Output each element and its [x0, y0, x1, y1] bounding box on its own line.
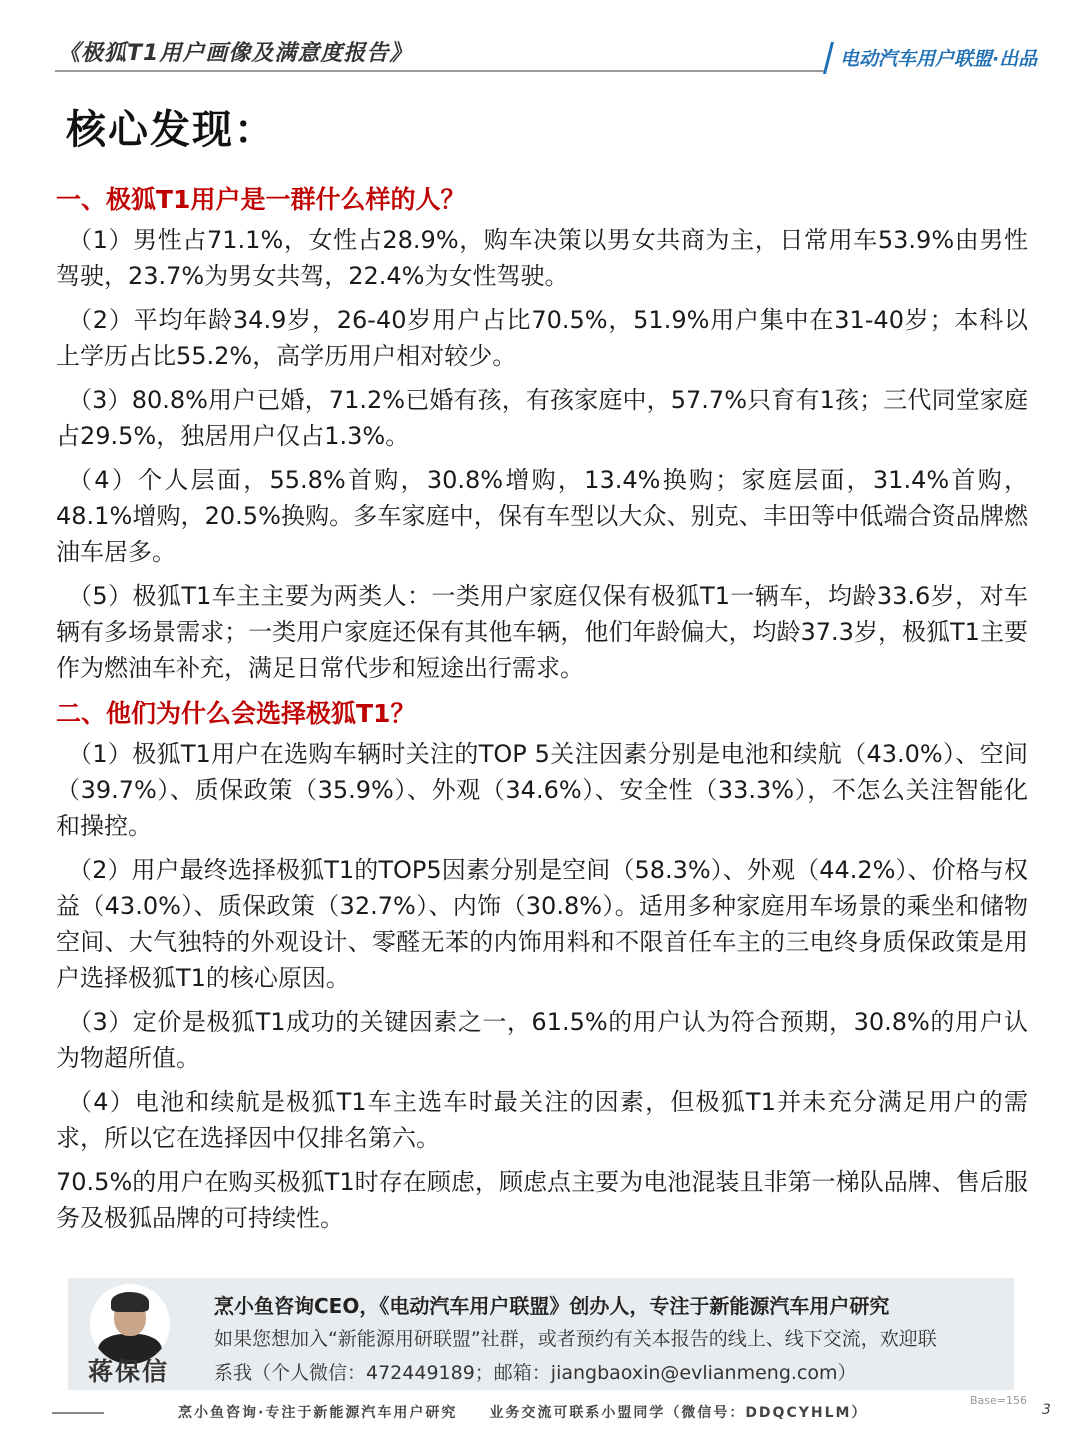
main-content	[56, 180, 1028, 1244]
paragraph: （4）电池和续航是极狐T1车主选车时最关注的因素，但极狐T1并未充分满足用户的需求，所以它在选择因中仅排名第六。	[56, 1088, 1028, 1152]
page-title: 核心发现：	[66, 107, 276, 153]
paragraph: （1）男性占71.1%，女性占28.9%，购车决策以男女共商为主，日常用车53.9%由男性驾驶，23.7%为男女共驾，22.4%为女性驾驶。	[56, 226, 1028, 290]
author-info-box	[68, 1278, 1014, 1390]
paragraph: 70.5%的用户在购买极狐T1时存在顾虑，顾虑点主要为电池混装且非第一梯队品牌、售后服务及极狐品牌的可持续性。	[56, 1168, 1028, 1232]
paragraph: （2）平均年龄34.9岁，26-40岁用户占比70.5%，51.9%用户集中在31-40岁；本科以上学历占比55.2%，高学历用户相对较少。	[56, 306, 1028, 370]
paragraph: （4）个人层面，55.8%首购，30.8%增购，13.4%换购；家庭层面，31.4%首购，48.1%增购，20.5%换购。多车家庭中，保有车型以大众、别克、丰田等中低端合资品牌燃油车居多。	[56, 466, 1028, 566]
paragraph: （1）极狐T1用户在选购车辆时关注的TOP 5关注因素分别是电池和续航（43.0%）、空间（39.7%）、质保政策（35.9%）、外观（34.6%）、安全性（33.3%），不怎么关注智能化和操控。	[56, 740, 1028, 840]
author-name: 蒋保信	[88, 1357, 170, 1386]
footer-divider	[52, 1412, 104, 1414]
publisher-brand: 电动汽车用户联盟·出品	[840, 48, 1038, 70]
avatar-hair	[111, 1292, 149, 1312]
contact-line: 系我（个人微信：472449189；邮箱：jiangbaoxin@evlianmeng.com）	[214, 1362, 857, 1384]
base-label: Base=156	[970, 1394, 1027, 1407]
footer-text: 烹小鱼咨询·专注于新能源汽车用户研究 业务交流可联系小盟同学（微信号：DDQCYHLM）	[178, 1405, 868, 1421]
author-title: 烹小鱼咨询CEO，《电动汽车用户联盟》创办人，专注于新能源汽车用户研究	[214, 1294, 890, 1318]
section-heading-1: 一、极狐T1用户是一群什么样的人？	[56, 185, 466, 214]
page-header	[0, 0, 1080, 80]
paragraph: （3）80.8%用户已婚，71.2%已婚有孩，有孩家庭中，57.7%只育有1孩；三代同堂家庭占29.5%，独居用户仅占1.3%。	[56, 386, 1028, 450]
contact-line: 如果您想加入“新能源用研联盟”社群，或者预约有关本报告的线上、线下交流，欢迎联	[214, 1328, 937, 1350]
paragraph: （2）用户最终选择极狐T1的TOP5因素分别是空间（58.3%）、外观（44.2%）、价格与权益（43.0%）、质保政策（32.7%）、内饰（30.8%）。适用多种家庭用车场景的乘坐和储物空间、大气独特的外观设计、零醛无苯的内饰用料和不限首任车主的三电终身质保政策是用户选择极狐T1的核心原因。	[56, 856, 1028, 992]
header-accent-slash	[823, 42, 834, 74]
paragraph: （3）定价是极狐T1成功的关键因素之一，61.5%的用户认为符合预期，30.8%的用户认为物超所值。	[56, 1008, 1028, 1072]
section-heading-2: 二、他们为什么会选择极狐T1？	[56, 699, 416, 728]
paragraph: （5）极狐T1车主主要为两类人：一类用户家庭仅保有极狐T1一辆车，均龄33.6岁，对车辆有多场景需求；一类用户家庭还保有其他车辆，他们年龄偏大，均龄37.3岁，极狐T1主要作为燃油车补充，满足日常代步和短途出行需求。	[56, 582, 1028, 682]
page-number: 3	[1042, 1402, 1051, 1418]
header-divider	[55, 70, 825, 72]
report-title: 《极狐T1用户画像及满意度报告》	[58, 41, 413, 66]
